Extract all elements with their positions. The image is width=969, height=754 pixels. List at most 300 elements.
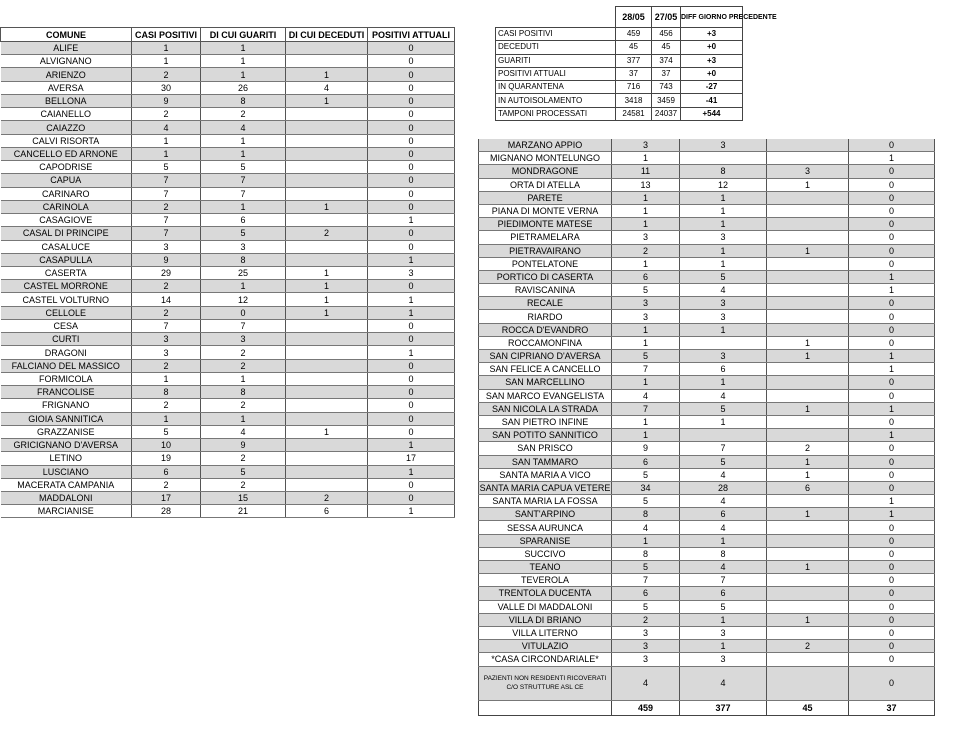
casi-positivi-cell: 7 — [132, 187, 201, 200]
comune-cell: VILLA DI BRIANO — [479, 613, 612, 626]
positivi-attuali-cell: 0 — [849, 455, 935, 468]
summary-row — [496, 41, 743, 54]
diff-value: +3 — [681, 28, 743, 41]
table-row — [1, 306, 455, 319]
deceduti-cell — [286, 399, 368, 412]
table-row — [1, 108, 455, 121]
guariti-cell: 26 — [201, 81, 286, 94]
deceduti-cell: 1 — [767, 402, 849, 415]
comune-cell: GRAZZANISE — [1, 425, 132, 438]
table-row — [479, 284, 935, 297]
value-27-05: 37 — [652, 67, 681, 80]
table-row — [479, 218, 935, 231]
casi-positivi-cell: 7 — [612, 402, 680, 415]
comune-cell: CARINOLA — [1, 200, 132, 213]
guariti-cell: 8 — [680, 165, 767, 178]
guariti-cell: 3 — [680, 350, 767, 363]
comune-cell: CESA — [1, 319, 132, 332]
table-row — [1, 187, 455, 200]
column-header: DI CUI DECEDUTI — [286, 28, 368, 42]
guariti-cell: 2 — [201, 478, 286, 491]
value-28-05: 377 — [616, 54, 652, 67]
summary-row — [496, 81, 743, 94]
guariti-cell: 4 — [680, 521, 767, 534]
comune-cell: SAN PIETRO INFINE — [479, 415, 612, 428]
comune-cell: VILLA LITERNO — [479, 626, 612, 639]
guariti-cell: 1 — [680, 257, 767, 270]
table-row — [1, 491, 455, 504]
comune-cell: PARETE — [479, 191, 612, 204]
deceduti-cell — [767, 152, 849, 165]
casi-positivi-cell: 1 — [612, 204, 680, 217]
table-row — [1, 94, 455, 107]
guariti-cell: 5 — [680, 455, 767, 468]
table-row — [479, 363, 935, 376]
deceduti-cell: 1 — [286, 200, 368, 213]
table-row — [1, 465, 455, 478]
positivi-attuali-cell: 1 — [368, 306, 455, 319]
casi-positivi-cell: 7 — [132, 227, 201, 240]
casi-positivi-cell: 6 — [132, 465, 201, 478]
deceduti-cell: 1 — [767, 244, 849, 257]
total-positivi-attuali: 37 — [849, 700, 935, 715]
positivi-attuali-cell: 0 — [849, 257, 935, 270]
comune-cell: RAVISCANINA — [479, 284, 612, 297]
deceduti-cell — [767, 323, 849, 336]
casi-positivi-cell: 7 — [612, 574, 680, 587]
casi-positivi-cell: 5 — [612, 350, 680, 363]
positivi-attuali-cell: 0 — [849, 481, 935, 494]
table-row — [479, 547, 935, 560]
casi-positivi-cell: 4 — [612, 666, 680, 700]
comune-cell: ROCCA D'EVANDRO — [479, 323, 612, 336]
table-row — [479, 231, 935, 244]
column-header: COMUNE — [1, 28, 132, 42]
positivi-attuali-cell: 0 — [849, 139, 935, 152]
positivi-attuali-cell: 0 — [368, 108, 455, 121]
table-row — [1, 174, 455, 187]
summary-row — [496, 107, 743, 120]
guariti-cell: 3 — [201, 333, 286, 346]
deceduti-cell — [767, 297, 849, 310]
summary-label: POSITIVI ATTUALI — [496, 67, 616, 80]
positivi-attuali-cell: 1 — [368, 293, 455, 306]
value-28-05: 3418 — [616, 94, 652, 107]
guariti-cell: 8 — [680, 547, 767, 560]
casi-positivi-cell: 4 — [132, 121, 201, 134]
guariti-cell: 8 — [201, 94, 286, 107]
guariti-cell: 12 — [201, 293, 286, 306]
table-row — [1, 359, 455, 372]
casi-positivi-cell: 13 — [612, 178, 680, 191]
deceduti-cell: 2 — [767, 640, 849, 653]
comune-cell: CAPUA — [1, 174, 132, 187]
positivi-attuali-cell: 0 — [849, 297, 935, 310]
comune-cell: PAZIENTI NON RESIDENTI RICOVERATI C/O STRUTTURE ASL CE — [479, 666, 612, 700]
casi-positivi-cell: 3 — [612, 653, 680, 666]
deceduti-cell — [286, 439, 368, 452]
casi-positivi-cell: 3 — [612, 626, 680, 639]
casi-positivi-cell: 5 — [132, 425, 201, 438]
guariti-cell — [680, 336, 767, 349]
deceduti-cell: 1 — [286, 94, 368, 107]
casi-positivi-cell: 4 — [612, 521, 680, 534]
deceduti-cell — [286, 147, 368, 160]
positivi-attuali-cell: 3 — [368, 266, 455, 279]
positivi-attuali-cell: 0 — [368, 399, 455, 412]
summary-label: TAMPONI PROCESSATI — [496, 107, 616, 120]
casi-positivi-cell: 9 — [132, 94, 201, 107]
casi-positivi-cell: 4 — [612, 389, 680, 402]
casi-positivi-cell: 7 — [132, 174, 201, 187]
positivi-attuali-cell: 1 — [368, 253, 455, 266]
comune-cell: SANTA MARIA A VICO — [479, 468, 612, 481]
table-row — [1, 439, 455, 452]
guariti-cell: 7 — [201, 174, 286, 187]
casi-positivi-cell: 8 — [612, 547, 680, 560]
positivi-attuali-cell: 0 — [368, 200, 455, 213]
deceduti-cell: 1 — [767, 178, 849, 191]
comuni-table-right — [478, 139, 935, 716]
deceduti-cell: 2 — [286, 227, 368, 240]
positivi-attuali-cell: 1 — [849, 350, 935, 363]
table-row — [479, 429, 935, 442]
deceduti-cell — [286, 174, 368, 187]
casi-positivi-cell: 5 — [612, 468, 680, 481]
casi-positivi-cell: 1 — [132, 147, 201, 160]
positivi-attuali-cell: 1 — [368, 346, 455, 359]
positivi-attuali-cell: 0 — [849, 653, 935, 666]
deceduti-cell — [286, 214, 368, 227]
comune-cell: SAN CIPRIANO D'AVERSA — [479, 350, 612, 363]
guariti-cell: 5 — [680, 402, 767, 415]
guariti-cell: 4 — [201, 425, 286, 438]
casi-positivi-cell: 3 — [612, 297, 680, 310]
comune-cell: PIEDIMONTE MATESE — [479, 218, 612, 231]
table-row — [1, 134, 455, 147]
comune-cell: CASTEL VOLTURNO — [1, 293, 132, 306]
summary-label: CASI POSITIVI — [496, 28, 616, 41]
value-28-05: 45 — [616, 41, 652, 54]
positivi-attuali-cell: 0 — [368, 81, 455, 94]
casi-positivi-cell: 9 — [132, 253, 201, 266]
deceduti-cell — [767, 218, 849, 231]
casi-positivi-cell: 7 — [612, 363, 680, 376]
table-row — [479, 613, 935, 626]
deceduti-cell — [767, 626, 849, 639]
guariti-cell: 25 — [201, 266, 286, 279]
table-row — [479, 336, 935, 349]
casi-positivi-cell: 19 — [132, 452, 201, 465]
comune-cell: SAN PRISCO — [479, 442, 612, 455]
table-row — [1, 200, 455, 213]
deceduti-cell — [286, 42, 368, 55]
table-row — [1, 161, 455, 174]
value-27-05: 374 — [652, 54, 681, 67]
comune-cell: CARINARO — [1, 187, 132, 200]
casi-positivi-cell: 8 — [612, 508, 680, 521]
comune-cell: ROCCAMONFINA — [479, 336, 612, 349]
table-row — [1, 121, 455, 134]
comune-cell: ORTA DI ATELLA — [479, 178, 612, 191]
deceduti-cell: 1 — [767, 561, 849, 574]
casi-positivi-cell: 3 — [612, 640, 680, 653]
positivi-attuali-cell: 0 — [368, 68, 455, 81]
deceduti-cell — [767, 191, 849, 204]
comune-cell: ALVIGNANO — [1, 55, 132, 68]
positivi-attuali-cell: 0 — [849, 640, 935, 653]
guariti-cell: 1 — [201, 134, 286, 147]
deceduti-cell — [767, 204, 849, 217]
deceduti-cell — [767, 574, 849, 587]
guariti-cell: 4 — [680, 284, 767, 297]
table-row — [1, 253, 455, 266]
positivi-attuali-cell: 0 — [849, 244, 935, 257]
deceduti-cell — [767, 495, 849, 508]
deceduti-cell — [767, 257, 849, 270]
deceduti-cell — [286, 359, 368, 372]
summary-row — [496, 94, 743, 107]
comune-cell: CELLOLE — [1, 306, 132, 319]
positivi-attuali-cell: 0 — [368, 386, 455, 399]
casi-positivi-cell: 6 — [612, 455, 680, 468]
value-27-05: 743 — [652, 81, 681, 94]
diff-value: +3 — [681, 54, 743, 67]
casi-positivi-cell: 5 — [612, 600, 680, 613]
guariti-cell: 3 — [680, 310, 767, 323]
guariti-cell: 5 — [201, 465, 286, 478]
comune-cell: SAN NICOLA LA STRADA — [479, 402, 612, 415]
positivi-attuali-cell: 1 — [368, 465, 455, 478]
casi-positivi-cell: 1 — [612, 415, 680, 428]
positivi-attuali-cell: 1 — [849, 363, 935, 376]
deceduti-cell — [286, 108, 368, 121]
positivi-attuali-cell: 0 — [849, 613, 935, 626]
table-row — [1, 42, 455, 55]
deceduti-cell — [286, 253, 368, 266]
positivi-attuali-cell: 0 — [849, 521, 935, 534]
guariti-cell: 5 — [201, 161, 286, 174]
value-28-05: 37 — [616, 67, 652, 80]
comune-cell: PIETRAVAIRANO — [479, 244, 612, 257]
deceduti-cell: 1 — [767, 613, 849, 626]
comune-cell: LUSCIANO — [1, 465, 132, 478]
total-casi-positivi: 459 — [612, 700, 680, 715]
casi-positivi-cell: 5 — [612, 495, 680, 508]
table-row — [1, 319, 455, 332]
positivi-attuali-cell: 0 — [368, 147, 455, 160]
deceduti-cell — [286, 372, 368, 385]
positivi-attuali-cell: 0 — [368, 478, 455, 491]
table-row — [1, 293, 455, 306]
comune-cell: ALIFE — [1, 42, 132, 55]
deceduti-cell — [767, 270, 849, 283]
positivi-attuali-cell: 17 — [368, 452, 455, 465]
guariti-cell: 2 — [201, 108, 286, 121]
positivi-attuali-cell: 0 — [849, 547, 935, 560]
deceduti-cell: 6 — [286, 505, 368, 518]
deceduti-cell — [286, 187, 368, 200]
comune-cell: MIGNANO MONTELUNGO — [479, 152, 612, 165]
summary-header-row — [496, 7, 743, 28]
casi-positivi-cell: 7 — [132, 214, 201, 227]
column-header: POSITIVI ATTUALI — [368, 28, 455, 42]
deceduti-cell — [286, 134, 368, 147]
comune-cell: *CASA CIRCONDARIALE* — [479, 653, 612, 666]
positivi-attuali-cell: 0 — [849, 218, 935, 231]
casi-positivi-cell: 2 — [132, 68, 201, 81]
value-27-05: 456 — [652, 28, 681, 41]
guariti-cell: 5 — [680, 600, 767, 613]
table-row — [1, 425, 455, 438]
casi-positivi-cell: 11 — [612, 165, 680, 178]
table-row — [1, 478, 455, 491]
casi-positivi-cell: 5 — [612, 284, 680, 297]
table-row — [479, 653, 935, 666]
positivi-attuali-cell: 1 — [849, 402, 935, 415]
deceduti-cell — [767, 415, 849, 428]
guariti-cell: 28 — [680, 481, 767, 494]
value-27-05: 3459 — [652, 94, 681, 107]
casi-positivi-cell: 5 — [132, 161, 201, 174]
table-row — [479, 468, 935, 481]
casi-positivi-cell: 2 — [132, 306, 201, 319]
comune-cell: SPARANISE — [479, 534, 612, 547]
deceduti-cell — [767, 653, 849, 666]
deceduti-cell: 1 — [286, 425, 368, 438]
deceduti-cell — [767, 231, 849, 244]
casi-positivi-cell: 3 — [132, 240, 201, 253]
guariti-cell: 1 — [201, 55, 286, 68]
guariti-cell: 21 — [201, 505, 286, 518]
comune-cell: SAN FELICE A CANCELLO — [479, 363, 612, 376]
deceduti-cell — [286, 333, 368, 346]
casi-positivi-cell: 8 — [132, 386, 201, 399]
table-row — [479, 191, 935, 204]
deceduti-cell — [286, 386, 368, 399]
guariti-cell: 8 — [201, 253, 286, 266]
guariti-cell: 7 — [201, 319, 286, 332]
table-row — [479, 165, 935, 178]
table-row — [1, 399, 455, 412]
comune-cell: AVERSA — [1, 81, 132, 94]
deceduti-cell — [767, 429, 849, 442]
guariti-cell: 3 — [680, 626, 767, 639]
guariti-cell: 6 — [201, 214, 286, 227]
guariti-cell: 4 — [680, 495, 767, 508]
comune-cell: FRIGNANO — [1, 399, 132, 412]
diff-value: +544 — [681, 107, 743, 120]
positivi-attuali-cell: 0 — [368, 425, 455, 438]
casi-positivi-cell: 1 — [612, 376, 680, 389]
comune-cell: ARIENZO — [1, 68, 132, 81]
positivi-attuali-cell: 0 — [368, 491, 455, 504]
comune-cell: CASTEL MORRONE — [1, 280, 132, 293]
deceduti-cell: 1 — [767, 468, 849, 481]
deceduti-cell — [767, 547, 849, 560]
diff-value: +0 — [681, 67, 743, 80]
comune-cell: RECALE — [479, 297, 612, 310]
comune-cell: CASAPULLA — [1, 253, 132, 266]
casi-positivi-cell: 14 — [132, 293, 201, 306]
total-label — [479, 700, 612, 715]
casi-positivi-cell: 6 — [612, 270, 680, 283]
positivi-attuali-cell: 0 — [849, 442, 935, 455]
table-row — [1, 81, 455, 94]
guariti-cell: 8 — [201, 386, 286, 399]
positivi-attuali-cell: 0 — [849, 231, 935, 244]
table-row — [479, 534, 935, 547]
deceduti-cell: 6 — [767, 481, 849, 494]
comune-cell: PIANA DI MONTE VERNA — [479, 204, 612, 217]
positivi-attuali-cell: 0 — [849, 534, 935, 547]
positivi-attuali-cell: 0 — [368, 121, 455, 134]
guariti-cell: 3 — [680, 653, 767, 666]
summary-row — [496, 54, 743, 67]
positivi-attuali-cell: 0 — [368, 227, 455, 240]
positivi-attuali-cell: 1 — [368, 214, 455, 227]
positivi-attuali-cell: 1 — [849, 508, 935, 521]
deceduti-cell: 1 — [286, 68, 368, 81]
casi-positivi-cell: 9 — [612, 442, 680, 455]
summary-label: IN AUTOISOLAMENTO — [496, 94, 616, 107]
casi-positivi-cell: 2 — [132, 478, 201, 491]
casi-positivi-cell: 1 — [132, 134, 201, 147]
guariti-cell: 9 — [201, 439, 286, 452]
guariti-cell: 7 — [201, 187, 286, 200]
comune-cell: SAN MARCO EVANGELISTA — [479, 389, 612, 402]
deceduti-cell — [767, 284, 849, 297]
deceduti-cell: 1 — [286, 280, 368, 293]
casi-positivi-cell: 3 — [132, 333, 201, 346]
positivi-attuali-cell: 0 — [849, 666, 935, 700]
comune-cell: BELLONA — [1, 94, 132, 107]
table-row — [479, 270, 935, 283]
non-resident-patients-row — [479, 666, 935, 700]
guariti-cell: 2 — [201, 346, 286, 359]
deceduti-cell — [767, 310, 849, 323]
value-28-05: 716 — [616, 81, 652, 94]
table-row — [479, 415, 935, 428]
positivi-attuali-cell: 0 — [368, 280, 455, 293]
deceduti-cell: 2 — [767, 442, 849, 455]
summary-table — [495, 6, 777, 121]
table-row — [479, 178, 935, 191]
diff-value: -27 — [681, 81, 743, 94]
casi-positivi-cell: 1 — [612, 257, 680, 270]
positivi-attuali-cell: 0 — [368, 134, 455, 147]
positivi-attuali-cell: 1 — [368, 439, 455, 452]
guariti-cell: 1 — [680, 376, 767, 389]
guariti-cell: 3 — [201, 240, 286, 253]
table-row — [479, 244, 935, 257]
positivi-attuali-cell: 0 — [368, 174, 455, 187]
positivi-attuali-cell: 0 — [849, 389, 935, 402]
guariti-cell: 2 — [201, 359, 286, 372]
comune-cell: CASERTA — [1, 266, 132, 279]
casi-positivi-cell: 1 — [612, 191, 680, 204]
comune-cell: VALLE DI MADDALONI — [479, 600, 612, 613]
guariti-cell: 5 — [201, 227, 286, 240]
guariti-cell: 1 — [680, 613, 767, 626]
value-27-05: 24037 — [652, 107, 681, 120]
casi-positivi-cell: 34 — [612, 481, 680, 494]
deceduti-cell — [286, 465, 368, 478]
comune-cell: TEVEROLA — [479, 574, 612, 587]
positivi-attuali-cell: 0 — [849, 178, 935, 191]
deceduti-cell — [767, 534, 849, 547]
casi-positivi-cell: 1 — [612, 429, 680, 442]
